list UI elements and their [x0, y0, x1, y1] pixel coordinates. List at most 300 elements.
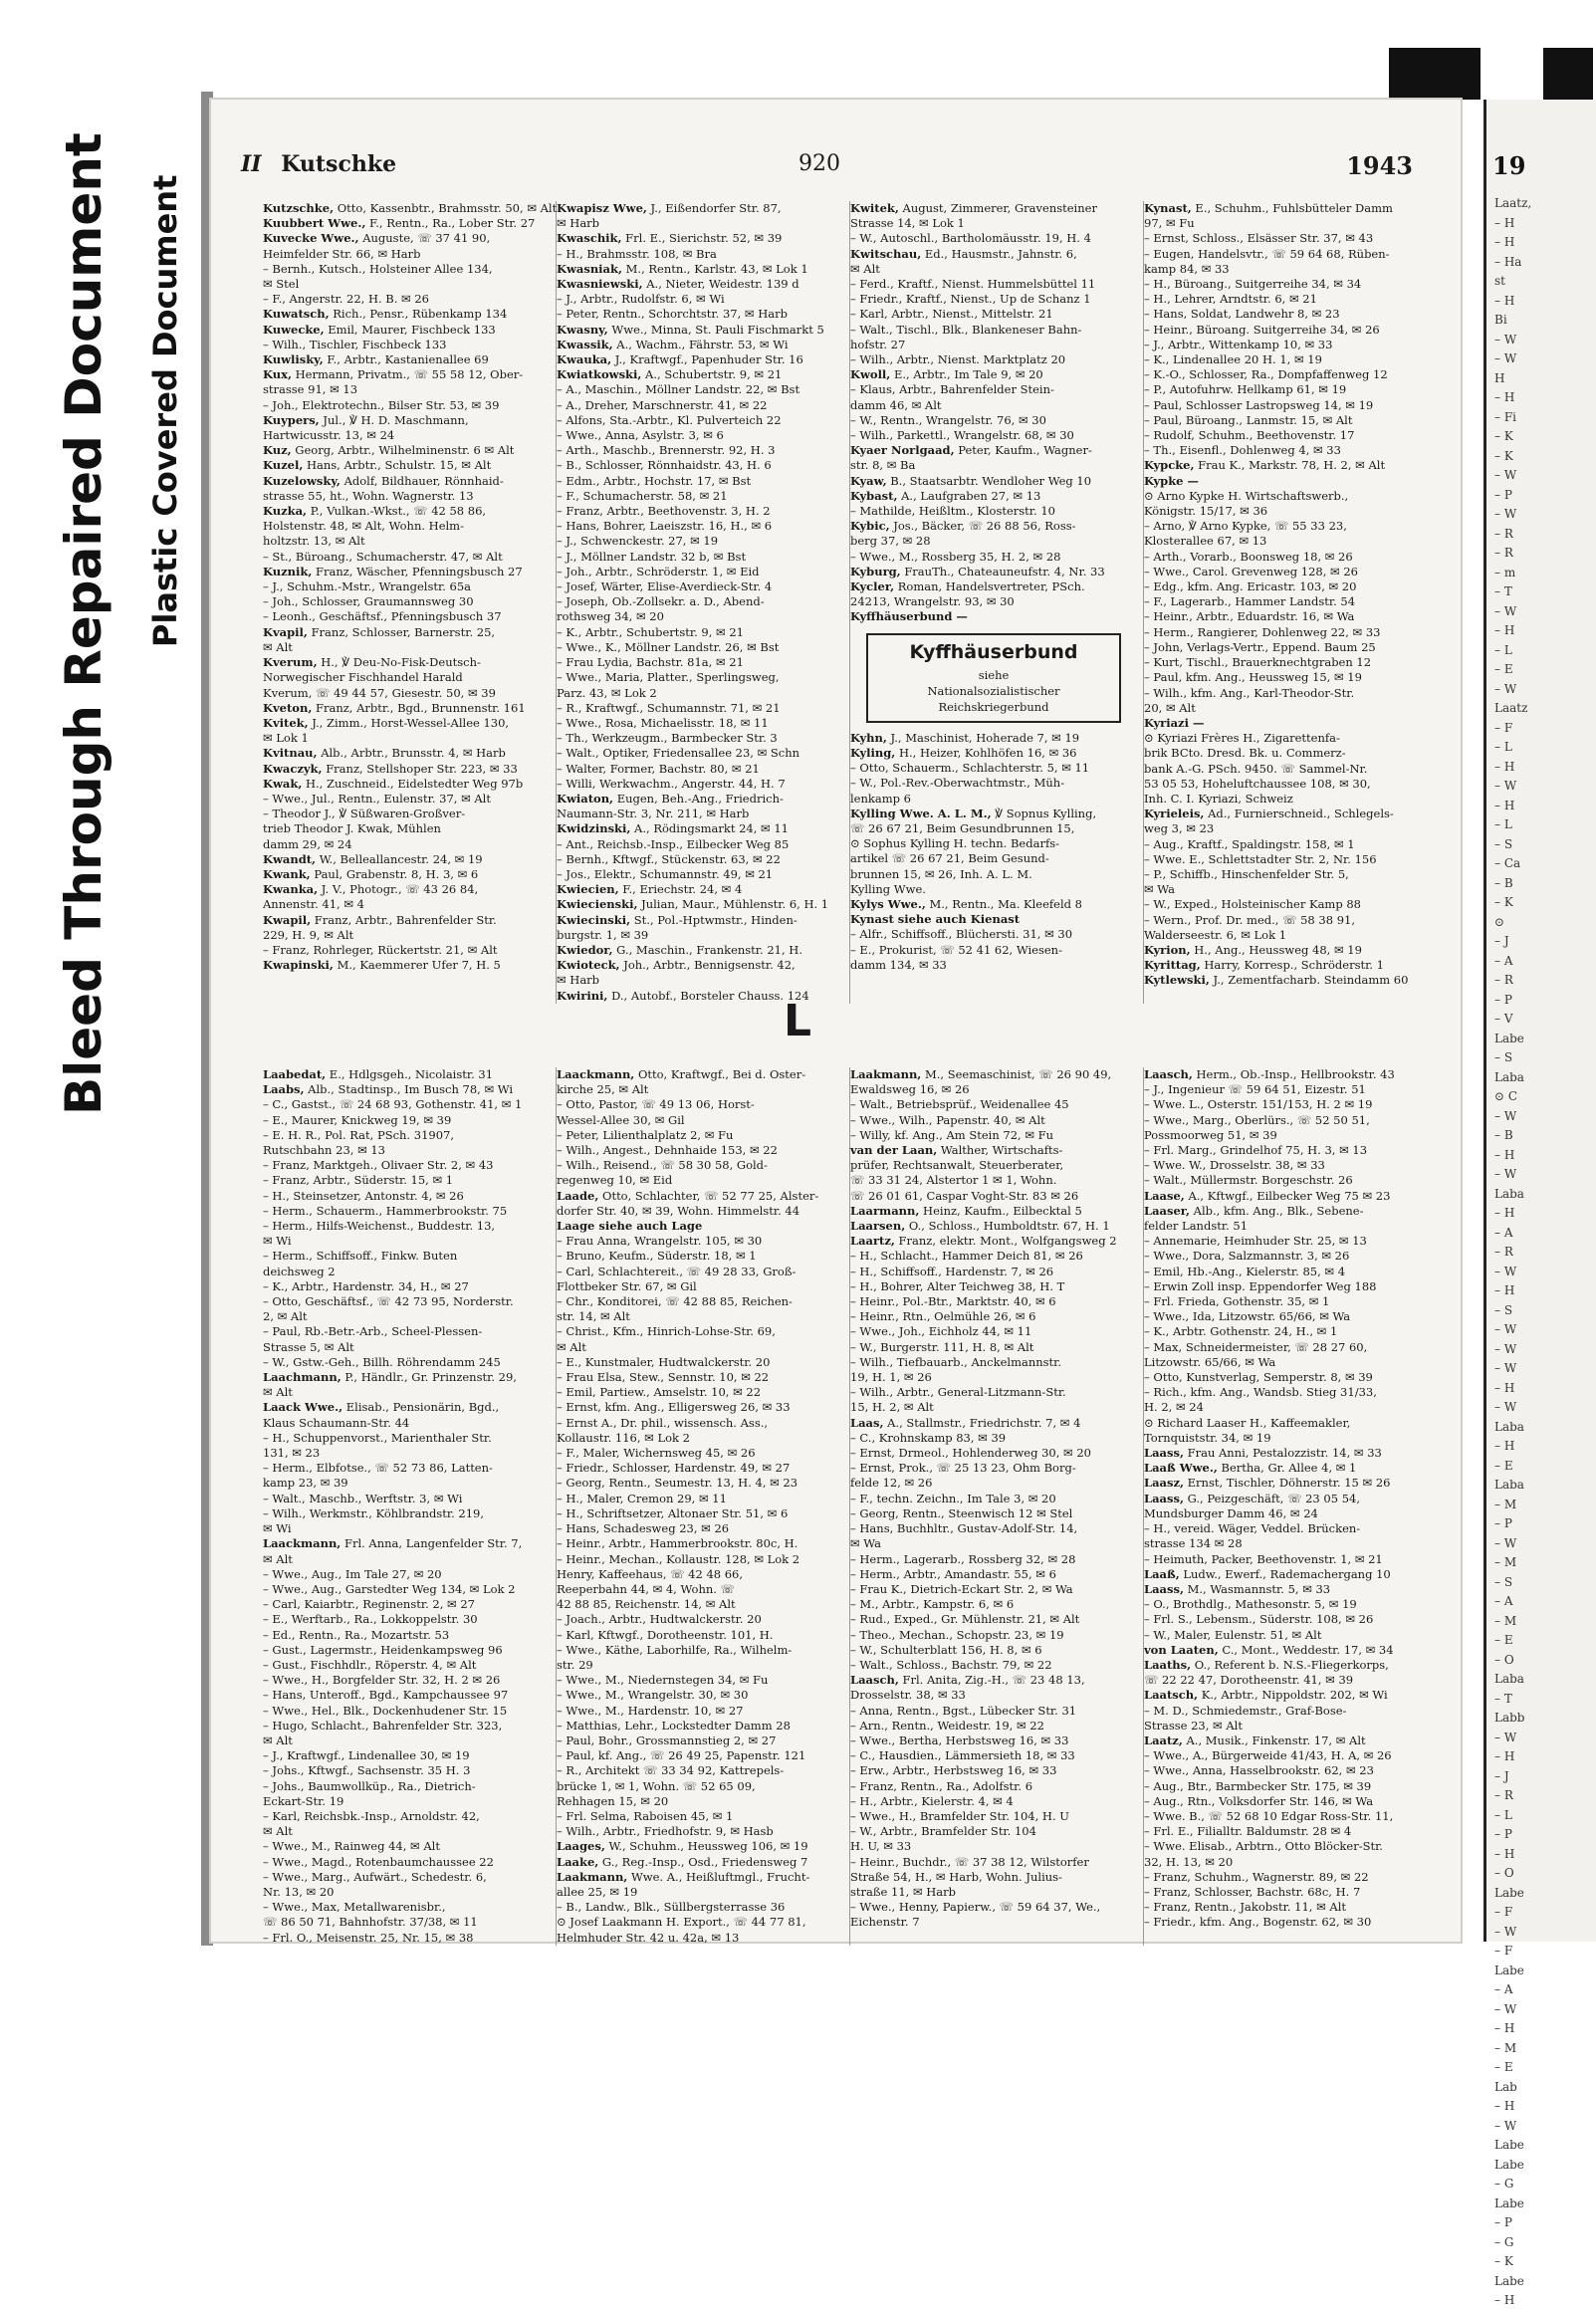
directory-entry: Kybast, A., Laufgraben 27, ✉ 13 — [850, 488, 1041, 503]
next-page-line: Bi — [1494, 313, 1507, 327]
directory-entry: – W., Burgerstr. 111, H. 8, ✉ Alt — [850, 1339, 1034, 1354]
directory-entry: – Emil, Hb.-Ang., Kielerstr. 85, ✉ 4 — [1144, 1264, 1346, 1278]
directory-entry: deichsweg 2 — [263, 1264, 336, 1278]
directory-entry: Kwak, H., Zuschneid., Eidelstedter Weg 97b — [263, 776, 524, 791]
directory-entry: lenkamp 6 — [850, 791, 911, 806]
directory-entry: Mundsburger Damm 46, ✉ 24 — [1144, 1505, 1318, 1520]
directory-entry: – Walt., Betriebsprüf., Weidenallee 45 — [850, 1097, 1069, 1112]
directory-entry: – Carl, Schlachtereit., ☏ 49 28 33, Groß- — [557, 1264, 797, 1278]
next-page-line: – R — [1494, 1788, 1513, 1802]
directory-entry: Kwiecinski, St., Pol.-Hptwmstr., Hinden- — [557, 912, 798, 927]
directory-entry: – Heinr., Buchdr., ☏ 37 38 12, Wilstorfer — [850, 1854, 1089, 1869]
directory-entry: – Hans, Soldat, Landwehr 8, ✉ 23 — [1144, 307, 1340, 322]
directory-entry: Kwiatkowski, A., Schubertstr. 9, ✉ 21 — [557, 367, 783, 382]
directory-entry: – Edm., Arbtr., Hochstr. 17, ✉ Bst — [557, 473, 752, 488]
next-page-line: – W — [1494, 468, 1517, 482]
directory-entry: Kollaustr. 116, ✉ Lok 2 — [557, 1430, 690, 1445]
directory-column — [1144, 201, 1438, 1004]
directory-entry: – Rudolf, Schuhm., Beethovenstr. 17 — [1144, 428, 1355, 443]
next-page-line: – A — [1494, 1225, 1513, 1240]
directory-entry: kamp 23, ✉ 39 — [263, 1476, 348, 1491]
directory-entry: damm 134, ✉ 33 — [850, 957, 947, 972]
directory-entry: – Otto, Schauerm., Schlachterstr. 5, ✉ 11 — [850, 761, 1090, 776]
directory-entry: – H., Bohrer, Alter Teichweg 38, H. T — [850, 1278, 1065, 1293]
directory-entry: – Wwe., Joh., Eichholz 44, ✉ 11 — [850, 1324, 1032, 1339]
directory-entry: – Arth., Maschb., Brennerstr. 92, H. 3 — [557, 443, 776, 458]
directory-entry: – Wwe., Dora, Salzmannstr. 3, ✉ 26 — [1144, 1249, 1350, 1264]
next-page-line: Labe — [1494, 1963, 1524, 1977]
directory-entry: – Georg, Rentn., Steenwisch 12 ✉ Stel — [850, 1505, 1073, 1520]
directory-entry: Kuwlisky, F., Arbtr., Kastanienallee 69 — [263, 352, 489, 367]
directory-entry: Annenstr. 41, ✉ 4 — [263, 897, 364, 912]
directory-entry: Kuwatsch, Rich., Pensr., Rübenkamp 134 — [263, 307, 508, 322]
directory-entry: – Kurt, Tischl., Brauerknechtgraben 12 — [1144, 655, 1372, 670]
notice-line: siehe — [978, 667, 1010, 682]
next-page-line: – S — [1494, 836, 1513, 851]
directory-column — [263, 1067, 557, 1946]
directory-entry: – Joh., Elektrotechn., Bilser Str. 53, ✉ 39 — [263, 397, 500, 412]
scan-edge-block — [1389, 48, 1481, 100]
next-page-line: – W — [1494, 1924, 1517, 1939]
directory-entry: Ewaldsweg 16, ✉ 26 — [850, 1082, 970, 1097]
next-page-line: – B — [1494, 875, 1513, 890]
directory-entry: Laasz, Ernst, Tischler, Döhnerstr. 15 ✉ 26 — [1144, 1476, 1391, 1491]
directory-entry: – Wwe., K., Möllner Landstr. 26, ✉ Bst — [557, 639, 780, 654]
directory-entry: 97, ✉ Fu — [1144, 216, 1195, 231]
directory-entry: – John, Verlags-Vertr., Eppend. Baum 25 — [1144, 639, 1376, 654]
directory-entry: – W., Maler, Eulenstr. 51, ✉ Alt — [1144, 1627, 1322, 1642]
directory-entry: – Carl, Kaiarbtr., Reginenstr. 2, ✉ 27 — [263, 1597, 475, 1612]
directory-entry: – Wilh., Tischler, Fischbeck 133 — [263, 337, 447, 351]
directory-entry: – Erwin Zoll insp. Eppendorfer Weg 188 — [1144, 1278, 1377, 1293]
next-page-line: – B — [1494, 1128, 1513, 1142]
directory-entry: – Herm., Schauerm., Hammerbrookstr. 75 — [263, 1203, 508, 1218]
directory-entry: – F., Lagerarb., Hammer Landstr. 54 — [1144, 594, 1356, 609]
directory-entry: – Herm., Arbtr., Amandastr. 55, ✉ 6 — [850, 1566, 1056, 1581]
next-page-line: – H — [1494, 798, 1515, 812]
next-page-line: – W — [1494, 603, 1517, 618]
next-page-line: Laatz — [1494, 701, 1528, 715]
directory-entry: rothsweg 34, ✉ 20 — [557, 609, 664, 624]
directory-entry: 229, H. 9, ✉ Alt — [263, 927, 354, 942]
next-page-line: – Ca — [1494, 856, 1521, 870]
next-page-line: Laba — [1494, 1672, 1524, 1686]
directory-entry: – Herm., Rangierer, Dohlenweg 22, ✉ 33 — [1144, 624, 1381, 639]
directory-entry: 131, ✉ 23 — [263, 1446, 321, 1461]
directory-entry: – Wwe., Rosa, Michaelisstr. 18, ✉ 11 — [557, 715, 769, 730]
directory-entry: Laake, G., Reg.-Insp., Osd., Friedensweg 7 — [557, 1854, 808, 1869]
directory-entry: Kuzel, Hans, Arbtr., Schulstr. 15, ✉ Alt — [263, 458, 492, 473]
directory-entry: – Theo., Mechan., Schopstr. 23, ✉ 19 — [850, 1627, 1064, 1642]
directory-entry: ⊙ Josef Laakmann H. Export., ☏ 44 77 81, — [557, 1915, 806, 1930]
directory-entry: – Frau Anna, Wrangelstr. 105, ✉ 30 — [557, 1234, 763, 1249]
scan-edge-block — [1543, 48, 1593, 100]
directory-entry: – F., Schumacherstr. 58, ✉ 21 — [557, 488, 728, 503]
directory-entry: – E., Werftarb., Ra., Lokkoppelstr. 30 — [263, 1612, 478, 1627]
directory-entry: – Wwe., Käthe, Laborhilfe, Ra., Wilhelm- — [557, 1642, 793, 1657]
directory-entry: ✉ Harb — [557, 973, 600, 988]
directory-entry: – Wwe., Marg., Aufwärt., Schedestr. 6, — [263, 1869, 487, 1884]
directory-entry: Kwanka, J. V., Photogr., ☏ 43 26 84, — [263, 882, 479, 897]
directory-entry: Naumann-Str. 3, Nr. 211, ✉ Harb — [557, 807, 750, 821]
directory-entry: Laarmann, Heinz, Kaufm., Eilbecktal 5 — [850, 1203, 1082, 1218]
directory-column — [1144, 1067, 1438, 1946]
next-page-strip — [1483, 100, 1596, 2307]
directory-entry: ☏ 26 67 21, Beim Gesundbrunnen 15, — [850, 820, 1075, 835]
directory-entry: – Wilh., Arbtr., Friedhofstr. 9, ✉ Hasb — [557, 1824, 774, 1839]
directory-entry: ✉ Wa — [850, 1536, 881, 1551]
directory-entry: – Wilh., Angest., Dehnhaide 153, ✉ 22 — [557, 1143, 778, 1158]
directory-entry: – Hans, Unteroff., Bgd., Kampchaussee 97 — [263, 1688, 509, 1703]
next-page-line: – W — [1494, 332, 1517, 347]
directory-entry: – Walt., Tischl., Blk., Blankeneser Bahn- — [850, 322, 1082, 337]
directory-entry: Kwiaton, Eugen, Beh.-Ang., Friedrich- — [557, 791, 784, 806]
directory-entry: – J., Kraftwgf., Lindenallee 30, ✉ 19 — [263, 1748, 470, 1763]
directory-entry: Kwapil, Franz, Arbtr., Bahrenfelder Str. — [263, 912, 497, 927]
directory-entry: – H., Lehrer, Arndtstr. 6, ✉ 21 — [1144, 292, 1317, 307]
directory-entry: – Franz, Schlosser, Bachstr. 68c, H. 7 — [1144, 1884, 1361, 1899]
directory-entry: – Franz, Rentn., Ra., Adolfstr. 6 — [850, 1778, 1033, 1793]
directory-entry: – Peter, Lilienthalplatz 2, ✉ Fu — [557, 1127, 734, 1142]
directory-entry: – Theodor J., ℣ Süßwaren-Großver- — [263, 807, 466, 821]
directory-entry: – St., Büroang., Schumacherstr. 47, ✉ Alt — [263, 549, 503, 564]
next-page-line: – H — [1494, 1749, 1515, 1763]
directory-column — [850, 201, 1144, 1004]
next-page-line: – W — [1494, 1341, 1517, 1356]
next-page-line: ⊙ C — [1494, 1089, 1518, 1103]
directory-entry: Laakmann, Wwe. A., Heißluftmgl., Frucht- — [557, 1869, 810, 1884]
directory-entry: ☏ 26 01 61, Caspar Voght-Str. 83 ✉ 26 — [850, 1188, 1079, 1203]
directory-entry: strasse 55, ht., Wohn. Wagnerstr. 13 — [263, 488, 474, 503]
next-page-line: – L — [1494, 642, 1512, 657]
directory-entry: ☏ 86 50 71, Bahnhofstr. 37/38, ✉ 11 — [263, 1915, 478, 1930]
directory-entry: 20, ✉ Alt — [1144, 700, 1196, 715]
directory-entry: – J., Schwenckestr. 27, ✉ 19 — [557, 534, 719, 549]
next-page-line: – S — [1494, 1050, 1513, 1064]
directory-entry: – Emil, Partiew., Amselstr. 10, ✉ 22 — [557, 1385, 762, 1400]
directory-entry: – Georg, Rentn., Seumestr. 13, H. 4, ✉ 23 — [557, 1476, 798, 1491]
directory-entry: – B., Schlosser, Rönnhaidstr. 43, H. 6 — [557, 458, 772, 473]
next-page-line: – F — [1494, 1905, 1513, 1919]
directory-entry: – Annemarie, Heimhuder Str. 25, ✉ 13 — [1144, 1234, 1367, 1249]
directory-entry: – H., Brahmsstr. 108, ✉ Bra — [557, 246, 717, 261]
next-page-line: – L — [1494, 817, 1512, 831]
directory-entry: – J., Schuhm.-Mstr., Wrangelstr. 65a — [263, 579, 472, 594]
next-page-line: – H — [1494, 2099, 1515, 2113]
bottom-columns — [263, 1067, 1438, 1946]
directory-entry: – P., Schiffb., Hinschenfelder Str. 5, — [1144, 866, 1349, 881]
next-page-line: st — [1494, 274, 1505, 288]
next-page-line: – H — [1494, 215, 1515, 230]
directory-entry: – Frl. E., Filialltr. Baldumstr. 28 ✉ 4 — [1144, 1824, 1352, 1839]
directory-entry: artikel ☏ 26 67 21, Beim Gesund- — [850, 851, 1049, 866]
directory-entry: – Ferd., Kraftf., Nienst. Hummelsbüttel 11 — [850, 277, 1096, 292]
directory-entry: – Frl. Marg., Grindelhof 75, H. 3, ✉ 13 — [1144, 1143, 1368, 1158]
directory-entry: Kyaw, B., Staatsarbtr. Wendloher Weg 10 — [850, 473, 1092, 488]
directory-page — [211, 100, 1461, 1945]
directory-entry: – Wwe. L., Osterstr. 151/153, H. 2 ✉ 19 — [1144, 1097, 1373, 1112]
next-page-line: Laba — [1494, 1419, 1524, 1434]
next-page-line: Labe — [1494, 2157, 1524, 2172]
directory-entry: Kyaer Norlgaad, Peter, Kaufm., Wagner- — [850, 443, 1092, 458]
directory-entry: – W., Arbtr., Bramfelder Str. 104 — [850, 1824, 1036, 1839]
directory-entry: – Franz, Schuhm., Wagnerstr. 89, ✉ 22 — [1144, 1869, 1369, 1884]
directory-entry: Kyffhäuserbund — — [850, 609, 968, 624]
directory-entry: Kycler, Roman, Handelsvertreter, PSch. — [850, 579, 1085, 594]
directory-entry: Kveton, Franz, Arbtr., Bgd., Brunnenstr. 161 — [263, 700, 526, 715]
directory-entry: ⊙ Kyriazi Frères H., Zigarettenfa- — [1144, 731, 1340, 746]
directory-entry: – Bruno, Keufm., Süderstr. 18, ✉ 1 — [557, 1249, 757, 1264]
directory-entry: – Heimuth, Packer, Beethovenstr. 1, ✉ 21 — [1144, 1551, 1383, 1566]
directory-entry: – Wwe., H., Borgfelder Str. 32, H. 2 ✉ 26 — [263, 1673, 501, 1688]
directory-entry: – Gust., Fischhdlr., Röperstr. 4, ✉ Alt — [263, 1657, 477, 1672]
next-page-line: – W — [1494, 1400, 1517, 1414]
directory-entry: Kwauka, J., Kraftwgf., Papenhuder Str. 16 — [557, 352, 803, 367]
next-page-line: Labe — [1494, 1885, 1524, 1900]
directory-entry: Kux, Hermann, Privatm., ☏ 55 58 12, Ober- — [263, 367, 524, 382]
directory-entry: – M. D., Schmiedemstr., Graf-Bose- — [1144, 1703, 1347, 1718]
next-page-line: – m — [1494, 565, 1516, 579]
directory-entry: Kwassik, A., Wachm., Fährstr. 53, ✉ Wi — [557, 337, 789, 351]
next-page-year: 19 — [1492, 151, 1526, 180]
directory-entry: – Th., Eisenfl., Dohlenweg 4, ✉ 33 — [1144, 443, 1341, 458]
directory-entry: – K., Arbtr., Schubertstr. 9, ✉ 21 — [557, 624, 744, 639]
directory-entry: – Ant., Reichsb.-Insp., Eilbecker Weg 85 — [557, 836, 790, 851]
directory-entry: Norwegischer Fischhandel Harald — [263, 670, 463, 685]
directory-entry: Reeperbahn 44, ✉ 4, Wohn. ☏ — [557, 1581, 735, 1596]
directory-entry: – Wwe., M., Hardenstr. 10, ✉ 27 — [557, 1703, 744, 1718]
next-page-line: – P — [1494, 1827, 1512, 1841]
directory-entry: Kyriazi — — [1144, 715, 1205, 730]
next-page-line: – W — [1494, 1108, 1517, 1123]
directory-entry: – Joh., Schlosser, Graumannsweg 30 — [263, 594, 474, 609]
directory-entry: Laas, A., Stallmstr., Friedrichstr. 7, ✉ 4 — [850, 1415, 1081, 1430]
next-page-line: – W — [1494, 507, 1517, 521]
directory-entry: Flottbeker Str. 67, ✉ Gil — [557, 1278, 697, 1293]
next-page-line: Laba — [1494, 1069, 1524, 1084]
directory-entry: – Otto, Pastor, ☏ 49 13 06, Horst- — [557, 1097, 755, 1112]
directory-entry: – Franz, Arbtr., Beethovenstr. 3, H. 2 — [557, 504, 771, 519]
next-page-line: Lab — [1494, 2079, 1517, 2094]
directory-entry: Kverum, H., ℣ Deu-No-Fisk-Deutsch- — [263, 655, 481, 670]
directory-entry: Kwiecien, F., Eriechstr. 24, ✉ 4 — [557, 882, 743, 897]
directory-entry: Kvitnau, Alb., Arbtr., Brunsstr. 4, ✉ Harb — [263, 746, 506, 761]
bleed-through-label: Bleed Through Repaired Document — [55, 132, 113, 1115]
directory-entry: – Edg., kfm. Ang. Ericastr. 103, ✉ 20 — [1144, 579, 1357, 594]
directory-entry: – Aug., Btr., Barmbecker Str. 175, ✉ 39 — [1144, 1778, 1372, 1793]
directory-entry: – Joh., Arbtr., Schröderstr. 1, ✉ Eid — [557, 564, 760, 578]
next-page-line: – H — [1494, 1380, 1515, 1395]
directory-entry: Laasch, Frl. Anita, Zig.-H., ☏ 23 48 13, — [850, 1673, 1085, 1688]
next-page-line: – E — [1494, 1458, 1513, 1473]
directory-entry: berg 37, ✉ 28 — [850, 534, 931, 549]
page-number: 920 — [798, 151, 840, 176]
directory-entry: – H., Maler, Cremon 29, ✉ 11 — [557, 1491, 727, 1505]
directory-entry: Laasch, Herm., Ob.-Insp., Hellbrookstr. 43 — [1144, 1067, 1395, 1081]
directory-entry: – Frl. Selma, Raboisen 45, ✉ 1 — [557, 1808, 734, 1823]
directory-entry: – Joach., Arbtr., Hudtwalckerstr. 20 — [557, 1612, 762, 1627]
directory-entry: – Willi, Werkwachm., Angerstr. 44, H. 7 — [557, 776, 786, 791]
next-page-line: – F — [1494, 1944, 1513, 1958]
directory-entry: – Paul, Schlosser Lastropsweg 14, ✉ 19 — [1144, 397, 1374, 412]
directory-entry: – Wwe., M., Rossberg 35, H. 2, ✉ 28 — [850, 549, 1061, 564]
directory-entry: Kwandt, W., Belleallancestr. 24, ✉ 19 — [263, 851, 483, 866]
directory-entry: Kynast, E., Schuhm., Fuhlsbütteler Damm — [1144, 201, 1393, 215]
directory-entry: – Frau Elsa, Stew., Sennstr. 10, ✉ 22 — [557, 1370, 770, 1385]
directory-entry: Kwitek, August, Zimmerer, Gravensteiner — [850, 201, 1097, 215]
directory-entry: Kwaczyk, Franz, Stellshoper Str. 223, ✉ 33 — [263, 761, 518, 776]
next-page-line: H — [1494, 370, 1505, 385]
directory-entry: – Wwe., M., Wrangelstr. 30, ✉ 30 — [557, 1688, 749, 1703]
directory-entry: – Hans, Buchhltr., Gustav-Adolf-Str. 14, — [850, 1521, 1078, 1536]
directory-entry: – Frl. Frieda, Gothenstr. 35, ✉ 1 — [1144, 1294, 1330, 1309]
directory-entry: Kwapinski, M., Kaemmerer Ufer 7, H. 5 — [263, 958, 501, 973]
directory-entry: Kwasny, Wwe., Minna, St. Pauli Fischmarkt 5 — [557, 322, 824, 337]
directory-entry: – Eugen, Handelsvtr., ☏ 59 64 68, Rüben- — [1144, 246, 1390, 261]
directory-entry: Kyrion, H., Ang., Heussweg 48, ✉ 19 — [1144, 942, 1362, 957]
directory-entry: – Bernh., Kftwgf., Stückenstr. 63, ✉ 22 — [557, 851, 781, 866]
directory-entry: Hartwicusstr. 13, ✉ 24 — [263, 428, 395, 443]
directory-entry: – Friedr., kfm. Ang., Bogenstr. 62, ✉ 30 — [1144, 1915, 1372, 1930]
directory-entry: Kwank, Paul, Grabenstr. 8, H. 3, ✉ 6 — [263, 866, 479, 881]
next-page-line: – H — [1494, 2021, 1515, 2035]
directory-entry: Eckart-Str. 19 — [263, 1793, 344, 1808]
directory-entry: – Wwe. E., Schlettstadter Str. 2, Nr. 156 — [1144, 851, 1377, 866]
directory-entry: trieb Theodor J. Kwak, Mühlen — [263, 821, 441, 836]
directory-entry: ✉ Alt — [263, 639, 293, 654]
directory-entry: – Hans, Bohrer, Laeiszstr. 16, H., ✉ 6 — [557, 519, 773, 534]
directory-entry: weg 3, ✉ 23 — [1144, 821, 1215, 836]
directory-entry: – Franz, Marktgeh., Olivaer Str. 2, ✉ 43 — [263, 1158, 494, 1173]
directory-entry: Laack Wwe., Elisab., Pensionärin, Bgd., — [263, 1400, 500, 1415]
directory-entry: – Erw., Arbtr., Herbstsweg 16, ✉ 33 — [850, 1763, 1057, 1778]
directory-entry: Kypke — — [1144, 473, 1199, 488]
next-page-line: – W — [1494, 779, 1517, 793]
directory-entry: Kyrieleis, Ad., Furnierschneid., Schlegels- — [1144, 807, 1394, 821]
next-page-line: – H — [1494, 1283, 1515, 1297]
directory-entry: – J., Arbtr., Wittenkamp 10, ✉ 33 — [1144, 337, 1333, 351]
directory-entry: Walderseestr. 6, ✉ Lok 1 — [1144, 927, 1287, 942]
directory-entry: – Klaus, Arbtr., Bahrenfelder Stein- — [850, 382, 1054, 397]
directory-entry: Laaß Wwe., Bertha, Gr. Allee 4, ✉ 1 — [1144, 1461, 1357, 1476]
directory-entry: – Wwe., Jul., Rentn., Eulenstr. 37, ✉ Alt — [263, 791, 491, 806]
next-page-line: Labe — [1494, 2138, 1524, 2152]
notice-line: Reichskriegerbund — [938, 699, 1049, 714]
directory-entry: – Wwe., Hel., Blk., Dockenhudener Str. 15 — [263, 1703, 508, 1718]
directory-entry: Kwoll, E., Arbtr., Im Tale 9, ✉ 20 — [850, 367, 1043, 382]
directory-entry: Laackmann, Otto, Kraftwgf., Bei d. Oster- — [557, 1067, 806, 1081]
directory-entry: Heimfelder Str. 66, ✉ Harb — [263, 246, 421, 261]
next-page-line: – H — [1494, 623, 1515, 637]
directory-entry: von Laaten, C., Mont., Weddestr. 17, ✉ 34 — [1144, 1642, 1394, 1657]
directory-entry: – Wern., Prof. Dr. med., ☏ 58 38 91, — [1144, 912, 1355, 927]
next-page-line: – K — [1494, 429, 1513, 443]
directory-column — [850, 1067, 1144, 1946]
directory-entry: – Frl. O., Meisenstr. 25, Nr. 15, ✉ 38 — [263, 1930, 474, 1945]
directory-entry: damm 29, ✉ 24 — [263, 836, 352, 851]
directory-entry: ✉ Wa — [1144, 882, 1175, 897]
directory-entry: – Matthias, Lehr., Lockstedter Damm 28 — [557, 1718, 791, 1733]
directory-entry: Rehhagen 15, ✉ 20 — [557, 1793, 669, 1808]
directory-entry: – Wwe., Anna, Asylstr. 3, ✉ 6 — [557, 428, 724, 443]
directory-entry: – Ernst, Prok., ☏ 25 13 23, Ohm Borg- — [850, 1461, 1076, 1476]
directory-entry: Nr. 13, ✉ 20 — [263, 1884, 335, 1899]
directory-entry: Laass, G., Peizgeschäft, ☏ 23 05 54, — [1144, 1491, 1360, 1505]
directory-entry: – Ed., Rentn., Ra., Mozartstr. 53 — [263, 1627, 450, 1642]
directory-entry: Klosterallee 67, ✉ 13 — [1144, 534, 1267, 549]
directory-entry: – Friedr., Schlosser, Hardenstr. 49, ✉ 27 — [557, 1461, 791, 1476]
directory-entry: Kwitschau, Ed., Hausmstr., Jahnstr. 6, — [850, 246, 1077, 261]
directory-entry: H. 2, ✉ 24 — [1144, 1400, 1204, 1415]
directory-entry: Kvapil, Franz, Schlosser, Barnerstr. 25, — [263, 624, 496, 639]
directory-entry: – A., Maschin., Möllner Landstr. 22, ✉ Bst — [557, 382, 800, 397]
directory-entry: – Th., Werkzeugm., Barmbecker Str. 3 — [557, 731, 778, 746]
directory-entry: – Walt., Müllermstr. Borgeschstr. 26 — [1144, 1173, 1353, 1188]
directory-entry: Laaths, O., Referent b. N.S.-Fliegerkorps, — [1144, 1657, 1389, 1672]
directory-entry: – H., Schlacht., Hammer Deich 81, ✉ 26 — [850, 1249, 1083, 1264]
directory-entry: – Christ., Kfm., Hinrich-Lohse-Str. 69, — [557, 1324, 776, 1339]
next-page-line: – T — [1494, 584, 1512, 598]
directory-entry: – Heinr., Arbtr., Eduardstr. 16, ✉ Wa — [1144, 609, 1355, 624]
directory-entry: – Wwe. Elisab., Arbtrn., Otto Blöcker-Str. — [1144, 1839, 1383, 1854]
directory-entry: – Wwe., Wilh., Papenstr. 40, ✉ Alt — [850, 1112, 1045, 1127]
directory-entry: – Otto, Geschäftsf., ☏ 42 73 95, Norderstr. — [263, 1294, 514, 1309]
directory-entry: – R., Kraftwgf., Schumannstr. 71, ✉ 21 — [557, 700, 781, 715]
directory-entry: Kutzschke, Otto, Kassenbtr., Brahmsstr. 50, ✉ Alt — [263, 201, 558, 215]
directory-entry: – W., Autoschl., Bartholomäusstr. 19, H. 4 — [850, 231, 1091, 246]
directory-entry: – Wwe., Max, Metallwarenisbr., — [263, 1900, 446, 1915]
directory-entry: ✉ Wi — [263, 1234, 292, 1249]
directory-entry: – Herm., Elbfotse., ☏ 52 73 86, Latten- — [263, 1461, 493, 1476]
directory-entry: – Herm., Lagerarb., Rossberg 32, ✉ 28 — [850, 1551, 1076, 1566]
next-page-line: – K — [1494, 895, 1513, 909]
directory-entry: ✉ Harb — [557, 216, 600, 231]
directory-entry: 32, H. 13, ✉ 20 — [1144, 1854, 1234, 1869]
top-columns — [263, 201, 1438, 1004]
next-page-line: – R — [1494, 1245, 1513, 1259]
directory-entry: Kuypers, Jul., ℣ H. D. Maschmann, — [263, 412, 469, 427]
directory-entry: van der Laan, Walther, Wirtschafts- — [850, 1143, 1063, 1158]
directory-entry: – Herm., Schiffsoff., Finkw. Buten — [263, 1249, 458, 1264]
directory-entry: – E., Maurer, Knickweg 19, ✉ 39 — [263, 1112, 452, 1127]
directory-entry: ✉ Alt — [263, 1551, 293, 1566]
directory-entry: – Heinr., Büroang. Suitgerreihe 34, ✉ 26 — [1144, 322, 1380, 337]
directory-entry: straße 11, ✉ Harb — [850, 1884, 956, 1899]
directory-entry: – Wwe., Maria, Platter., Sperlingsweg, — [557, 670, 780, 685]
directory-entry: burgstr. 1, ✉ 39 — [557, 927, 649, 942]
directory-entry: Strasse 5, ✉ Alt — [263, 1339, 354, 1354]
page-year: 1943 — [1346, 151, 1413, 180]
directory-entry: Kyburg, FrauTh., Chateauneufstr. 4, Nr. 33 — [850, 564, 1105, 578]
next-page-line: – M — [1494, 1497, 1517, 1511]
directory-entry: – Wwe., Henny, Papierw., ☏ 59 64 37, We., — [850, 1900, 1101, 1915]
directory-entry: Kuwecke, Emil, Maurer, Fischbeck 133 — [263, 322, 496, 337]
next-page-line: – S — [1494, 1302, 1513, 1317]
page-header — [241, 151, 1441, 191]
directory-entry: – Wwe., M., Niedernstegen 34, ✉ Fu — [557, 1673, 769, 1688]
directory-entry: Kyhn, J., Maschinist, Hoherade 7, ✉ 19 — [850, 730, 1080, 745]
directory-entry: Laass, Frau Anni, Pestalozzistr. 14, ✉ 33 — [1144, 1446, 1382, 1461]
directory-entry: – Wilh., Parkettl., Wrangelstr. 68, ✉ 30 — [850, 428, 1074, 443]
directory-entry: – Franz, Rohrleger, Rückertstr. 21, ✉ Alt — [263, 942, 498, 957]
directory-entry: Kwasniak, M., Rentn., Karlstr. 43, ✉ Lok 1 — [557, 261, 808, 276]
next-page-line: – H — [1494, 1206, 1515, 1220]
directory-entry: – Paul, kfm. Ang., Heussweg 15, ✉ 19 — [1144, 670, 1362, 685]
directory-entry: – Wilh., kfm. Ang., Karl-Theodor-Str. — [1144, 685, 1355, 700]
directory-entry: Kwiedor, G., Maschin., Frankenstr. 21, H. — [557, 942, 802, 957]
next-page-line: Laba — [1494, 1478, 1524, 1492]
directory-entry: ✉ Alt — [263, 1824, 293, 1839]
